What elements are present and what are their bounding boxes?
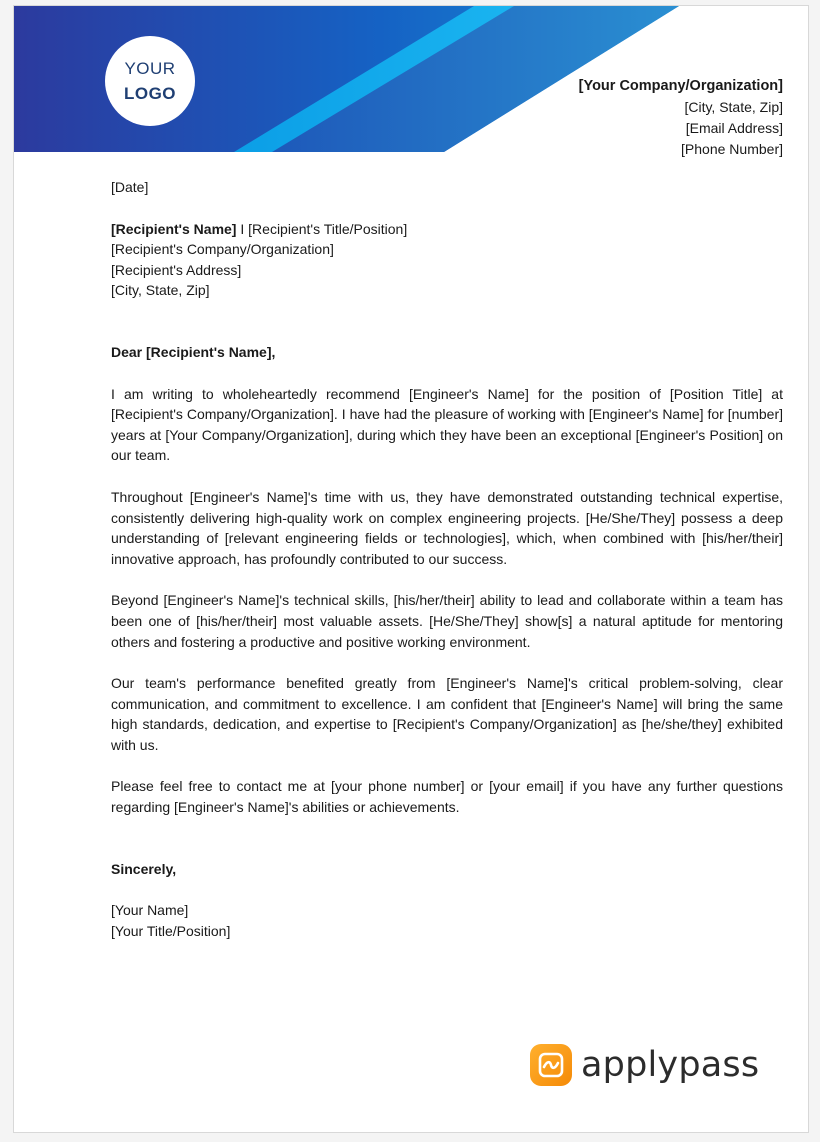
sender-name: [Your Name] [111,902,189,919]
letter-page [13,5,809,1133]
letter-paragraph: Our team's performance benefited greatly from [Engineer's Name]'s critical problem-solving, clear communication, and commitment to excellence. I am confident that [Engineer's Name] will bring the same high standards, dedication, and expertise to [Recipient's Company/Organization] as [he/she/they] exhibited with us. [111,675,783,753]
letter-paragraph: Please feel free to contact me at [your phone number] or [your email] if you have any further questions regarding [Engineer's Name]'s abilities or achievements. [111,778,783,816]
logo-line-2: LOGO [123,84,177,103]
applypass-brand [530,1044,759,1086]
letter-body [111,177,783,941]
recipient-company: [Recipient's Company/Organization] [111,241,334,258]
letter-paragraph: Throughout [Engineer's Name]'s time with us, they have demonstrated outstanding technical expertise, consistently delivering high-quality work on complex engineering projects. [He/She/They] possess a deep understanding of [relevant engineering fields or technologies], which, when combined with [his/her/their] innovative approach, has profoundly contributed to our success. [111,488,783,567]
sender-company-name: [Your Company/Organization] [578,78,783,94]
recipient-name-line [111,219,783,240]
salutation: Dear [Recipient's Name], [111,343,276,360]
letter-paragraph: Beyond [Engineer's Name]'s technical skills, [his/her/their] ability to lead and collaborate within a team has been one of [his/her/their] most valuable assets. [He/She/They] show[s] a natural aptitude for mentoring others and fostering a productive and positive working environment. [111,592,783,650]
recipient-title: I [Recipient's Title/Position] [236,220,408,237]
sender-title: [Your Title/Position] [111,922,231,939]
sender-company-phone: [Phone Number] [681,141,783,157]
sender-company-city: [City, State, Zip] [684,99,783,115]
letter-date: [Date] [111,179,149,195]
applypass-logo-icon [530,1044,572,1086]
sender-company-email: [Email Address] [685,120,783,136]
company-logo-placeholder [105,36,195,126]
applypass-wordmark: applypass [581,1045,760,1085]
recipient-address: [Recipient's Address] [111,261,242,278]
recipient-city: [City, State, Zip] [111,282,210,299]
logo-line-1: YOUR [124,59,176,78]
sender-company-block [579,76,783,160]
recipient-name: [Recipient's Name] [111,220,237,237]
closing: Sincerely, [111,860,177,877]
letter-paragraph: I am writing to wholeheartedly recommend [Engineer's Name] for the position of [Position Title] at [Recipient's Company/Organization]. I have had the pleasure of working with [Engineer's Name] for [number] years at [Your Company/Organization], during which they have been an exceptional [Engineer's Position] on our team. [111,385,783,464]
